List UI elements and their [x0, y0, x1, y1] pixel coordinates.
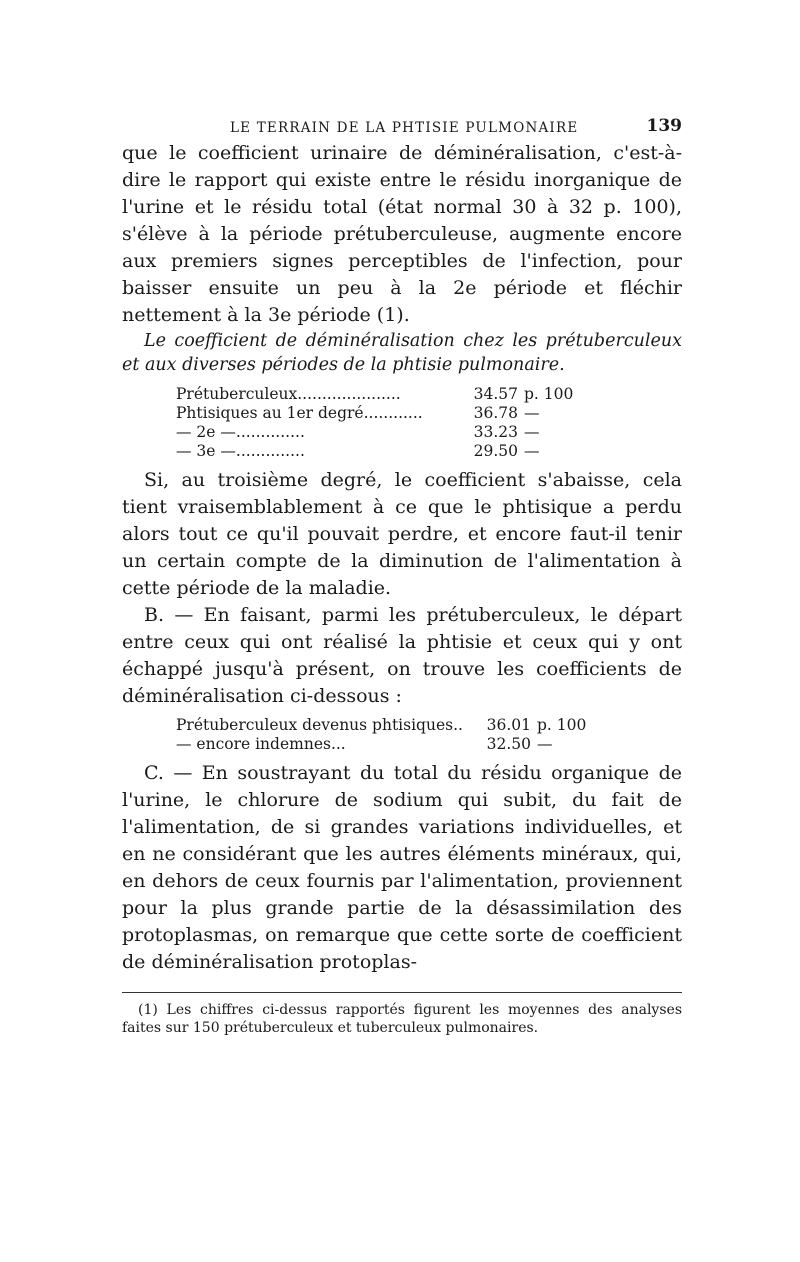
row-value: 29.50	[473, 442, 518, 460]
row-label: Phtisiques au 1er degré............	[176, 404, 423, 422]
row-label: Prétuberculeux.....................	[176, 385, 401, 403]
row-value: 34.57	[473, 385, 518, 403]
page-number: 139	[646, 116, 682, 136]
row-value: 36.01	[486, 716, 531, 734]
row-unit: p. 100	[537, 716, 587, 734]
paragraph-2: Si, au troisième degré, le coefficient s'abaisse, cela tient vraisemblablement à ce que le phtisique a perdu alors tout ce qu'il pouvait perdre, et encore faut-il tenir un certain compte de la diminution de l'alimentation à cette période de la maladie.	[122, 469, 682, 599]
table-row	[176, 716, 586, 735]
row-value: 36.78	[473, 404, 518, 422]
row-unit: —	[524, 423, 540, 441]
row-unit: —	[524, 404, 540, 422]
row-unit: —	[537, 735, 553, 753]
table-row	[176, 404, 573, 423]
table-row	[176, 442, 573, 461]
table-caption: Le coefficient de déminéralisation chez les prétuberculeux et aux diverses périodes de la phtisie pulmonaire.	[122, 331, 682, 375]
row-value: 33.23	[473, 423, 518, 441]
row-value: 32.50	[486, 735, 531, 753]
running-title: LE TERRAIN DE LA PHTISIE PULMONAIRE	[230, 120, 579, 136]
demineralization-table	[176, 385, 573, 461]
footnote: (1) Les chiffres ci-dessus rapportés figurent les moyennes des analyses faites sur 150 prétuberculeux et tuberculeux pulmonaires.	[122, 1002, 682, 1036]
table-row	[176, 385, 573, 404]
table-row	[176, 423, 573, 442]
footnote-rule	[122, 992, 682, 993]
table-row	[176, 735, 586, 754]
paragraph-3: B. — En faisant, parmi les prétuberculeux, le départ entre ceux qui ont réalisé la phtisie et ceux qui y ont échappé jusqu'à présent, on trouve les coefficients de déminéralisation ci-dessous :	[122, 604, 682, 707]
row-label: — encore indemnes...	[176, 735, 346, 753]
row-label: — 2e —..............	[176, 423, 305, 441]
page-header	[122, 112, 682, 140]
row-unit: p. 100	[524, 385, 574, 403]
row-label: Prétuberculeux devenus phtisiques..	[176, 716, 463, 734]
row-unit: —	[524, 442, 540, 460]
book-page	[122, 112, 682, 1037]
pretuberculous-table	[176, 716, 586, 754]
paragraph-4: C. — En soustrayant du total du résidu organique de l'urine, le chlorure de sodium qui subit, du fait de l'alimentation, de si grandes variations individuelles, et en ne considérant que les autres éléments minéraux, qui, en dehors de ceux fournis par l'alimentation, proviennent pour la plus grande partie de la désassimilation des protoplasmas, on remarque que cette sorte de coefficient de déminéralisation protoplas-	[122, 762, 682, 973]
paragraph-1: que le coefficient urinaire de déminéralisation, c'est-à-dire le rapport qui existe entre le résidu inorganique de l'urine et le résidu total (état normal 30 à 32 p. 100), s'élève à la période prétuberculeuse, augmente encore aux premiers signes perceptibles de l'infection, pour baisser ensuite un peu à la 2e période et fléchir nettement à la 3e période (1).	[122, 142, 682, 326]
row-label: — 3e —..............	[176, 442, 305, 460]
